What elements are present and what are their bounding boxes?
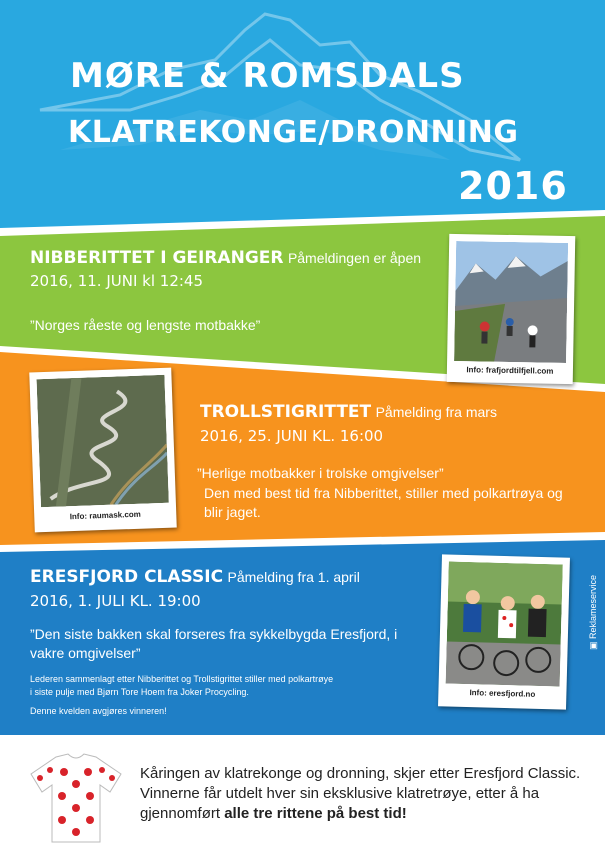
event-2-quote: ”Herlige motbakker i trolske omgivelser”	[197, 465, 444, 481]
polka-jersey-icon	[26, 752, 126, 847]
event-3-name: ERESFJORD CLASSIC	[30, 567, 224, 587]
event-3-small-line-3: Denne kvelden avgjøres vinneren!	[30, 706, 167, 716]
event-3-date: 2016, 1. JULI KL. 19:00	[30, 592, 201, 610]
event-3-small-line-2: i siste pulje med Bjørn Tore Hoem fra Joker Procycling.	[30, 687, 249, 697]
event-3-photo-caption: Info: eresfjord.no	[469, 688, 536, 699]
footer-line-c-bold: alle tre rittene på best tid!	[224, 805, 407, 822]
event-1-registration: Påmeldingen er åpen	[287, 250, 422, 266]
event-2-photo-caption: Info: raumask.com	[69, 509, 141, 522]
reklameservice-label: Reklameservice	[588, 574, 598, 639]
event-1-photo-caption: Info: frafjordtilfjell.com	[466, 365, 554, 376]
event-1-heading	[30, 248, 421, 268]
event-2-date: 2016, 25. JUNI KL. 16:00	[200, 427, 384, 445]
event-1-photo	[447, 234, 576, 384]
event-1-name: NIBBERITTET I GEIRANGER	[30, 248, 284, 268]
footer-line-a: Kåringen av klatrekonge og dronning, skjer etter Eresfjord Classic.	[140, 765, 581, 782]
event-2-registration: Påmelding fra mars	[375, 404, 497, 420]
event-3-quote: ”Den siste bakken skal forseres fra sykkelbygda Eresfjord, i vakre omgivelser”	[30, 626, 398, 661]
footer-line-c	[140, 804, 595, 824]
reklameservice-logo-icon: ▣	[588, 638, 598, 650]
footer-line-c-normal: gjennomført	[140, 805, 225, 822]
event-1-date: 2016, 11. JUNI kl 12:45	[30, 272, 203, 290]
reklameservice-credit	[588, 575, 599, 650]
footer-text	[140, 764, 595, 824]
event-1-quote: ”Norges råeste og lengste motbakke”	[30, 317, 261, 333]
title-line-2: KLATREKONGE/DRONNING	[68, 115, 519, 150]
event-3-heading	[30, 567, 360, 587]
title-year: 2016	[458, 164, 568, 208]
event-3-small-text	[30, 673, 430, 718]
event-2-note: Den med best tid fra Nibberittet, stiller med polkartrøya og blir jaget.	[204, 485, 563, 520]
footer-line-b: Vinnerne får utdelt hver sin eksklusive klatretrøye, etter å ha	[140, 785, 540, 802]
event-2-name: TROLLSTIGRITTET	[200, 402, 372, 422]
event-3-small-line-1: Lederen sammenlagt etter Nibberittet og Trollstigrittet stiller med polkartrøye	[30, 674, 334, 684]
event-2-heading	[200, 402, 497, 422]
event-2-photo	[29, 368, 176, 533]
title-line-1: MØRE & ROMSDALS	[70, 56, 465, 96]
event-3-registration: Påmelding fra 1. april	[227, 569, 360, 585]
event-3-photo	[438, 554, 570, 709]
